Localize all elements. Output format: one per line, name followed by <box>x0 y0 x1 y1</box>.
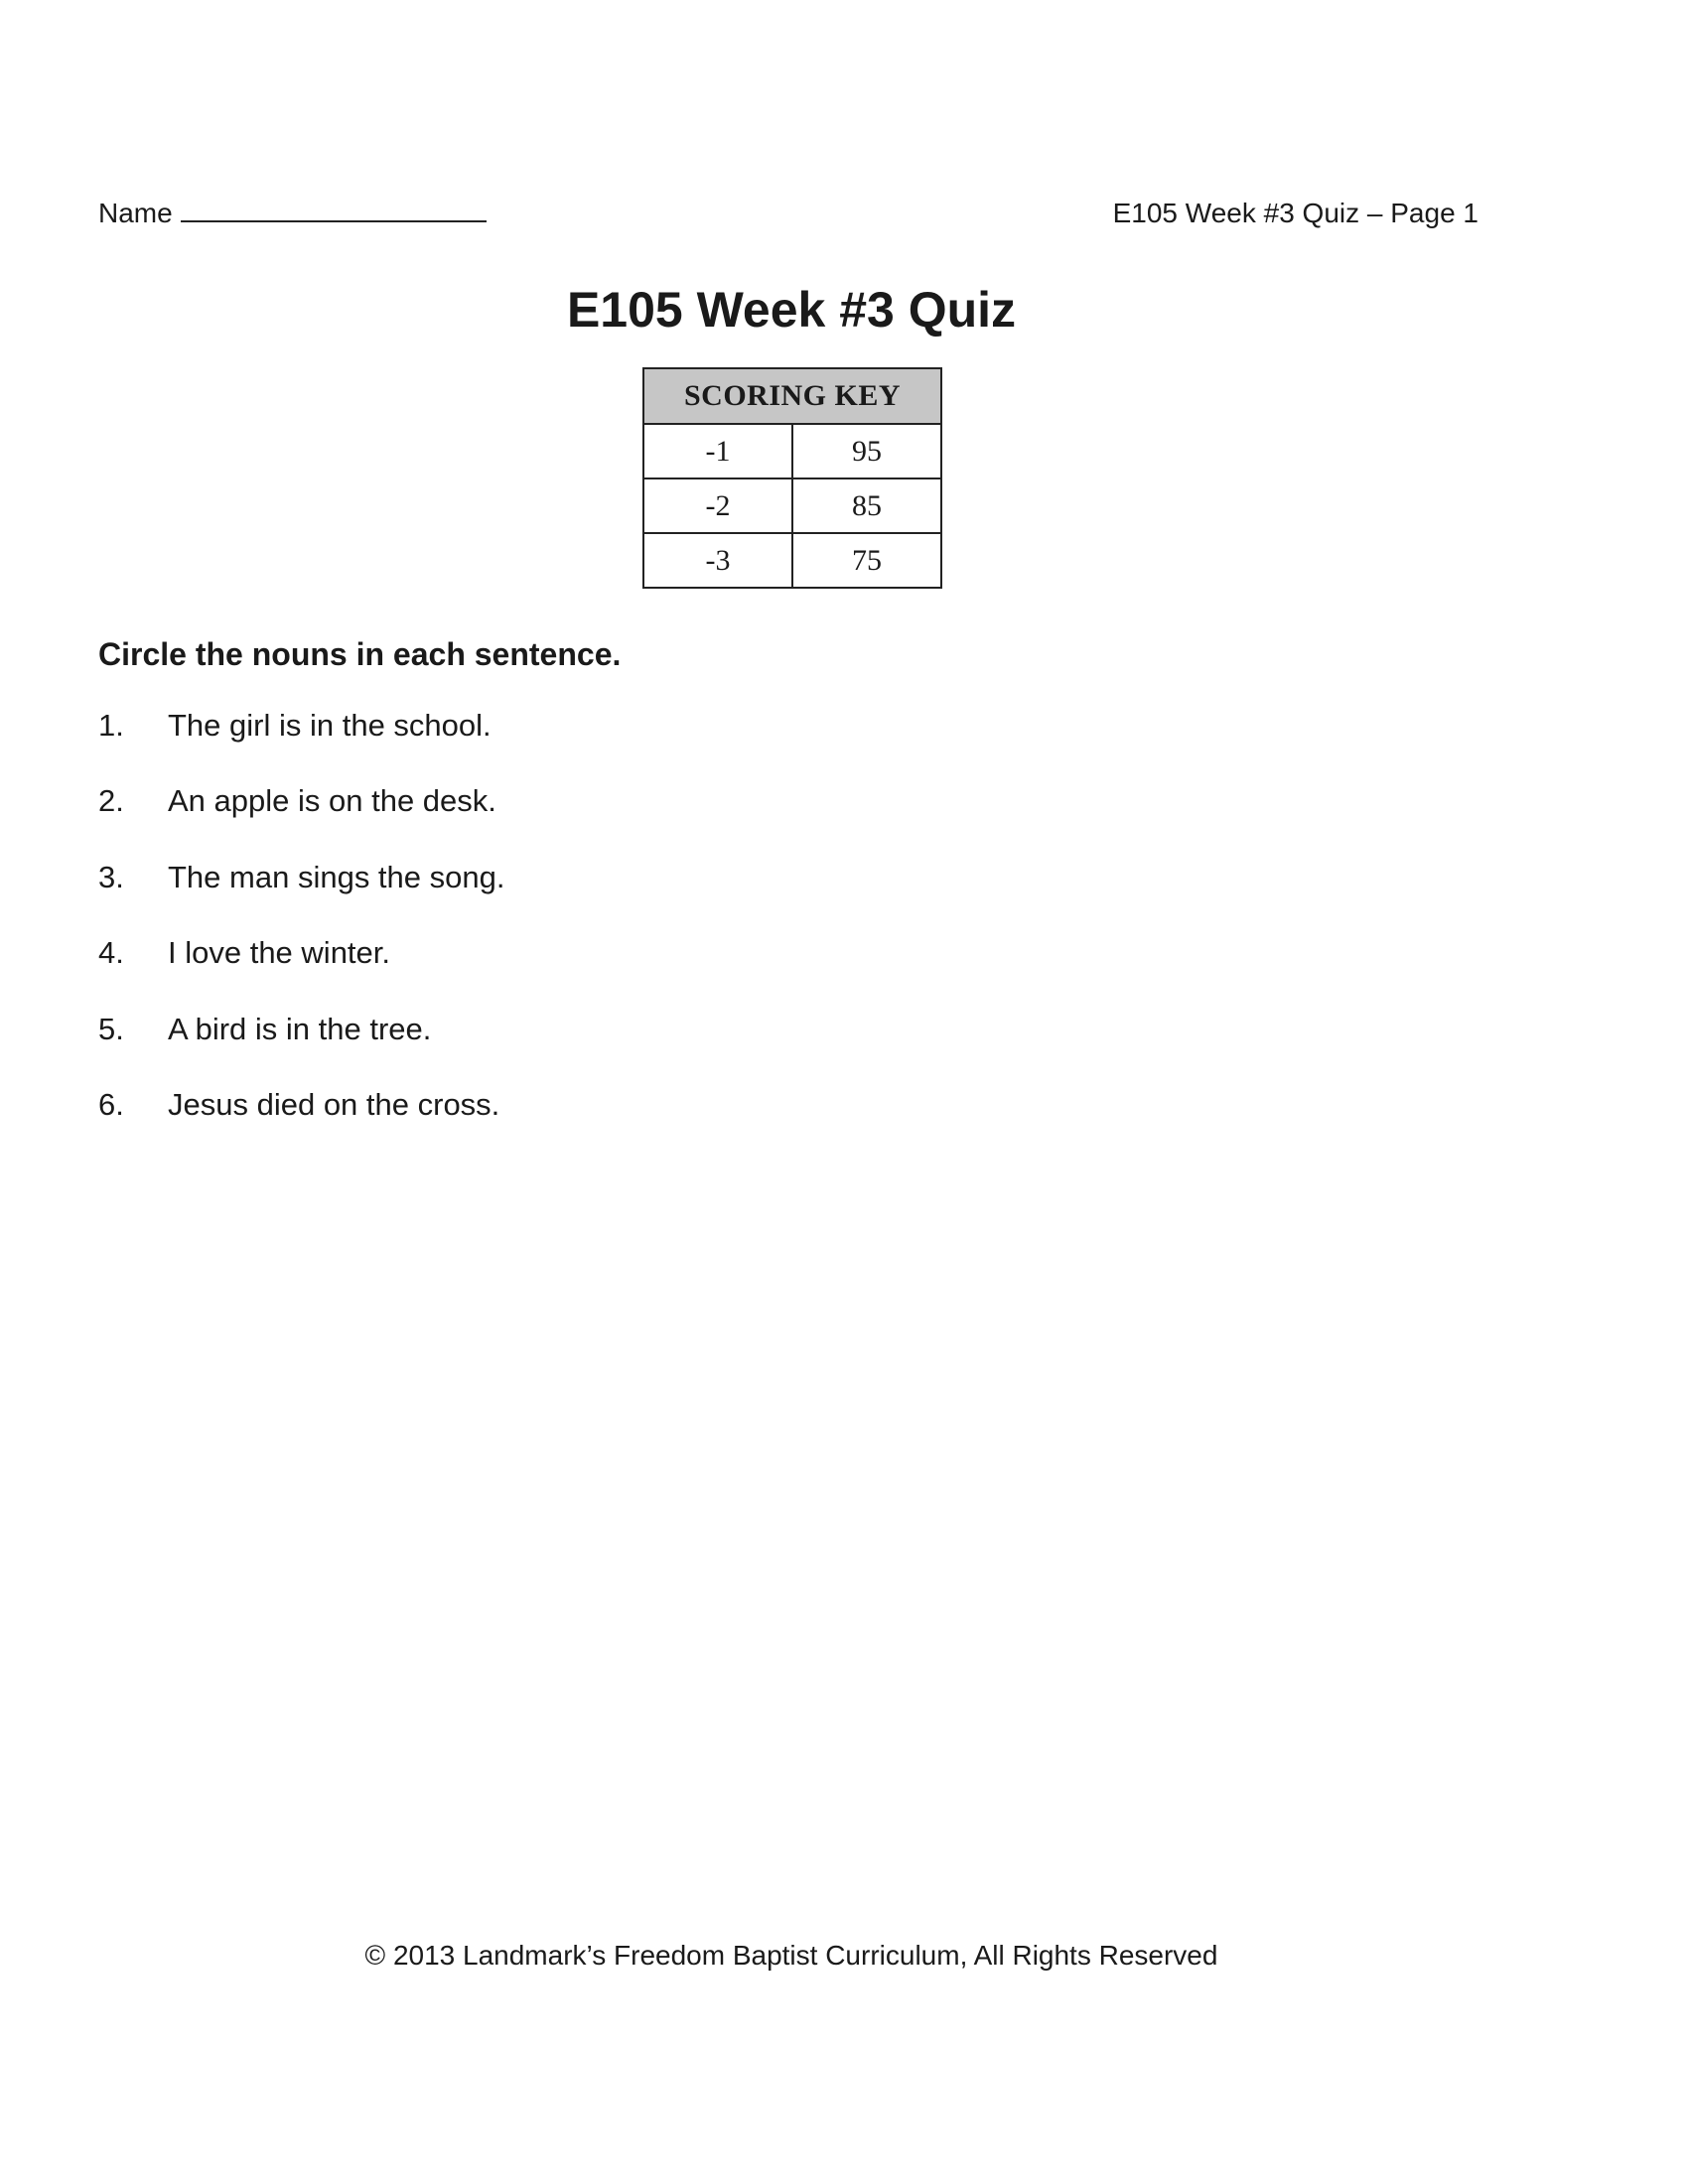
question-item <box>98 782 504 858</box>
scoring-row <box>643 478 941 533</box>
copyright-footer: © 2013 Landmark’s Freedom Baptist Curriculum, All Rights Reserved <box>364 1940 1218 1971</box>
question-text: The girl is in the school. <box>168 708 492 743</box>
question-text: A bird is in the tree. <box>168 1011 432 1046</box>
name-label: Name <box>98 198 173 228</box>
page-title: E105 Week #3 Quiz <box>566 282 1017 338</box>
scoring-deduction: -2 <box>643 478 792 533</box>
question-item <box>98 707 504 782</box>
question-number: 3. <box>98 859 124 894</box>
question-text: An apple is on the desk. <box>168 783 496 819</box>
name-blank-line[interactable] <box>181 197 487 222</box>
question-number: 6. <box>98 1086 124 1122</box>
name-field[interactable] <box>98 197 487 230</box>
question-item <box>98 1011 504 1086</box>
scoring-deduction: -1 <box>643 424 792 478</box>
question-text: The man sings the song. <box>168 859 505 894</box>
question-text: I love the winter. <box>168 935 391 971</box>
question-item <box>98 1086 504 1161</box>
scoring-key-heading: SCORING KEY <box>643 368 941 424</box>
scoring-deduction: -3 <box>643 533 792 588</box>
scoring-row <box>643 424 941 478</box>
scoring-score: 75 <box>792 533 941 588</box>
question-text: Jesus died on the cross. <box>168 1086 500 1122</box>
page-label: E105 Week #3 Quiz – Page 1 <box>1112 198 1478 228</box>
question-number: 4. <box>98 935 124 971</box>
scoring-score: 95 <box>792 424 941 478</box>
question-item <box>98 859 504 934</box>
question-item <box>98 934 504 1010</box>
scoring-key-table <box>642 367 942 589</box>
instructions: Circle the nouns in each sentence. <box>98 636 622 672</box>
question-number: 5. <box>98 1011 124 1046</box>
question-number: 1. <box>98 708 124 743</box>
question-list <box>98 707 504 1161</box>
question-number: 2. <box>98 783 124 819</box>
scoring-score: 85 <box>792 478 941 533</box>
scoring-row <box>643 533 941 588</box>
